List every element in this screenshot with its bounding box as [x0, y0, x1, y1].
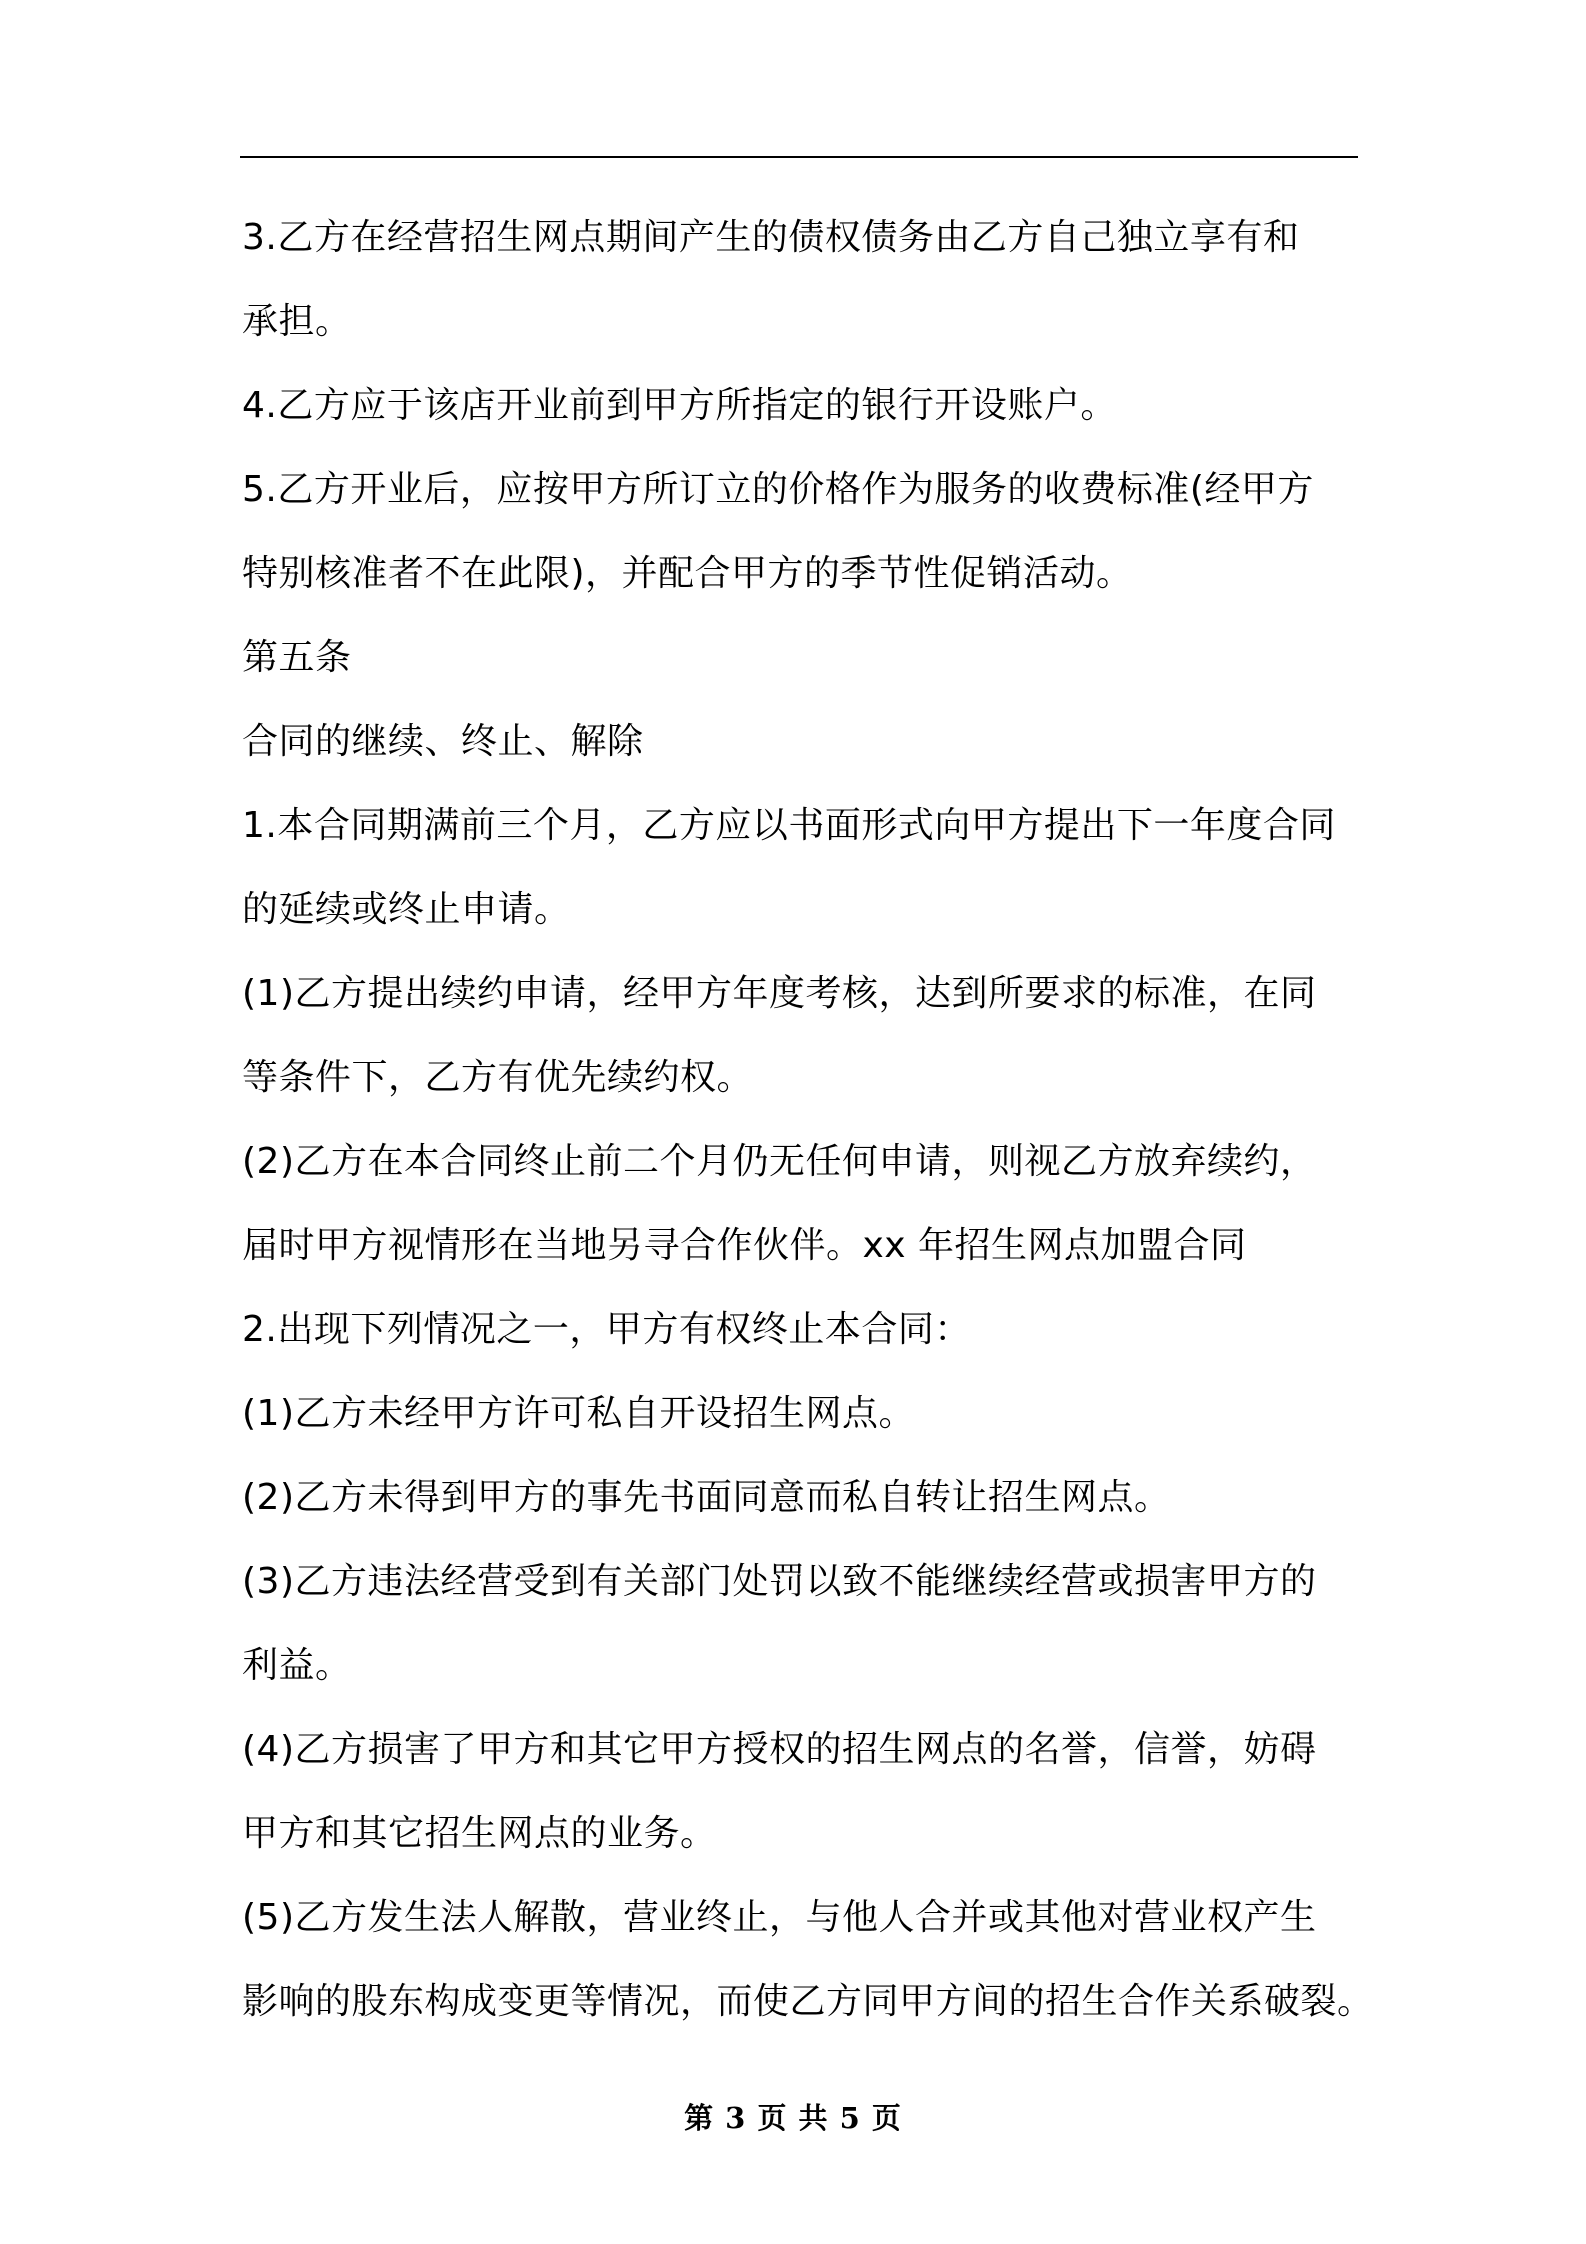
section-title: 第五条 [242, 637, 352, 678]
text-line: 承担。 [242, 301, 352, 342]
text-line: (5)乙方发生法人解散，营业终止，与他人合并或其他对营业权产生 [242, 1897, 1317, 1938]
text-line: 3.乙方在经营招生网点期间产生的债权债务由乙方自己独立享有和 [242, 217, 1300, 258]
section-subtitle: 合同的继续、终止、解除 [242, 721, 644, 762]
text-line: 利益。 [242, 1645, 352, 1686]
text-line: 等条件下，乙方有优先续约权。 [242, 1057, 754, 1098]
text-line: 甲方和其它招生网点的业务。 [242, 1813, 717, 1854]
text-line: 4.乙方应于该店开业前到甲方所指定的银行开设账户。 [242, 385, 1117, 426]
text-line: (2)乙方在本合同终止前二个月仍无任何申请，则视乙方放弃续约， [242, 1141, 1317, 1182]
text-line: (1)乙方提出续约申请，经甲方年度考核，达到所要求的标准，在同 [242, 973, 1317, 1014]
text-line: 5.乙方开业后，应按甲方所订立的价格作为服务的收费标准(经甲方 [242, 469, 1314, 510]
text-line: 影响的股东构成变更等情况，而使乙方同甲方间的招生合作关系破裂。 [242, 1981, 1374, 2022]
text-line: (4)乙方损害了甲方和其它甲方授权的招生网点的名誉，信誉，妨碍 [242, 1729, 1317, 1770]
text-line: 1.本合同期满前三个月，乙方应以书面形式向甲方提出下一年度合同 [242, 805, 1336, 846]
text-line: (3)乙方违法经营受到有关部门处罚以致不能继续经营或损害甲方的 [242, 1561, 1317, 1602]
page-number: 第 3 页 共 5 页 [684, 2101, 902, 2135]
document-body [242, 196, 1372, 2044]
header-rule [240, 156, 1358, 158]
text-line: (1)乙方未经甲方许可私自开设招生网点。 [242, 1393, 915, 1434]
text-line: 特别核准者不在此限)，并配合甲方的季节性促销活动。 [242, 553, 1133, 594]
text-line: 2.出现下列情况之一，甲方有权终止本合同： [242, 1309, 971, 1350]
text-line: (2)乙方未得到甲方的事先书面同意而私自转让招生网点。 [242, 1477, 1171, 1518]
text-line: 的延续或终止申请。 [242, 889, 571, 930]
text-line: 届时甲方视情形在当地另寻合作伙伴。xx 年招生网点加盟合同 [242, 1225, 1247, 1266]
